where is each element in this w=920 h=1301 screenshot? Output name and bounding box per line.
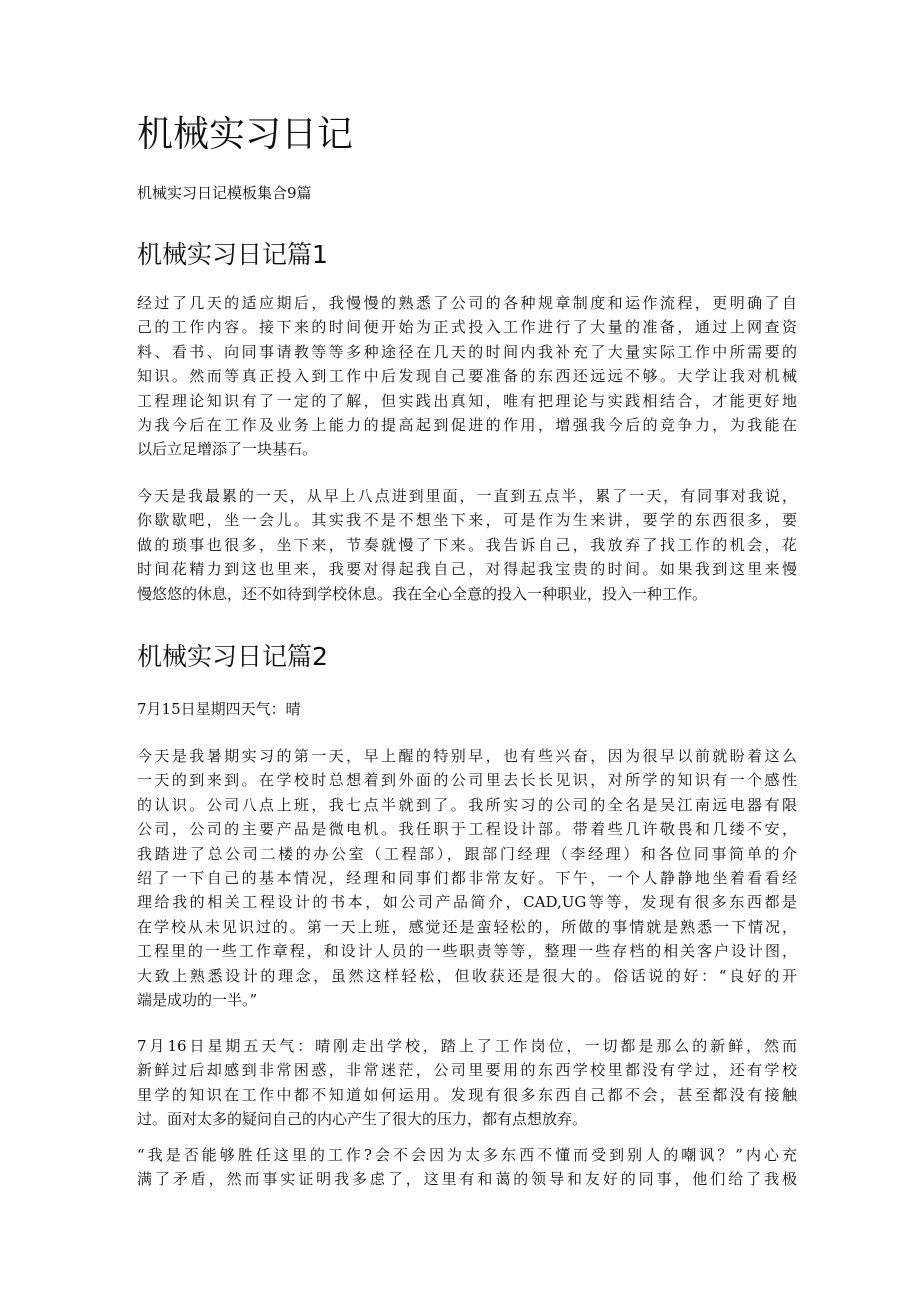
section-heading-1: 机械实习日记篇1 (137, 240, 328, 269)
text-line: 公司，公司的主要产品是微电机。我任职于工程设计部。带着些几许敬畏和几缕不安， (137, 820, 797, 839)
text-line: 里学的知识在工作中都不知道如何运用。发现有很多东西自己都不会，甚至都没有接触 (137, 1085, 797, 1104)
paragraph (137, 744, 797, 1012)
paragraph (137, 1143, 797, 1192)
text-line: 过。面对太多的疑问自己的内心产生了很大的压力，都有点想放弃。 (137, 1110, 588, 1129)
paragraph (137, 291, 797, 462)
paragraph (137, 1034, 797, 1132)
text-line: 为我今后在工作及业务上能力的提高起到促进的作用，增强我今后的竞争力，为我能在 (137, 416, 797, 435)
text-line: 理给我的相关工程设计的书本，如公司产品简介，CAD,UG等等，发现有很多东西都是 (137, 893, 797, 912)
text-line: 的认识。公司八点上班，我七点半就到了。我所实习的公司的全名是吴江南远电器有限 (137, 795, 797, 814)
text-line: 在学校从未见识过的。第一天上班，感觉还是蛮轻松的，所做的事情就是熟悉一下情况， (137, 917, 797, 936)
text-line: “我是否能够胜任这里的工作?会不会因为太多东西不懂而受到别人的嘲讽？”内心充 (137, 1146, 797, 1164)
text-line: 大致上熟悉设计的理念，虽然这样轻松，但收获还是很大的。俗话说的好：“良好的开 (137, 966, 797, 985)
text-line: 知识。然而等真正投入到工作中后发现自己要准备的东西还远远不够。大学让我对机械 (137, 367, 797, 386)
text-line: 工程理论知识有了一定的了解，但实践出真知，唯有把理论与实践相结合，才能更好地 (137, 391, 797, 410)
paragraph-date (137, 697, 797, 721)
text-line: 慢悠悠的休息，还不如待到学校休息。我在全心全意的投入一种职业，投入一种工作。 (137, 584, 708, 603)
text-line: 端是成功的一半。” (137, 991, 258, 1010)
document-title: 机械实习日记 (137, 114, 354, 155)
section-heading-2: 机械实习日记篇2 (137, 642, 328, 671)
text-line: 经过了几天的适应期后，我慢慢的熟悉了公司的各种规章制度和运作流程，更明确了自 (137, 294, 797, 312)
text-line: 7月16日星期五天气：晴刚走出学校，踏上了工作岗位，一切都是那么的新鲜，然而 (137, 1037, 797, 1055)
paragraph (137, 484, 797, 606)
text-line: 一天的到来到。在学校时总想着到外面的公司里去长长见识，对所学的知识有一个感性 (137, 771, 797, 790)
text-line: 以后立足增添了一块基石。 (137, 440, 318, 459)
text-line: 工程里的一些工作章程，和设计人员的一些职责等等，整理一些存档的相关客户设计图， (137, 942, 797, 961)
text-line: 满了矛盾，然而事实证明我多虑了，这里有和蔼的领导和友好的同事，他们给了我极 (137, 1170, 797, 1189)
text-line: 新鲜过后却感到非常困惑，非常迷茫，公司里要用的东西学校里都没有学过，还有学校 (137, 1061, 797, 1080)
text-line: 绍了一下自己的基本情况，经理和同事们都非常友好。下午，一个人静静地坐着看看经 (137, 869, 797, 888)
text-line: 今天是我暑期实习的第一天，早上醒的特别早，也有些兴奋，因为很早以前就盼着这么 (137, 747, 797, 765)
document-subtitle: 机械实习日记模板集合9篇 (137, 184, 312, 202)
text-line: 料、看书、向同事请教等等多种途径在几天的时间内我补充了大量实际工作中所需要的 (137, 342, 797, 361)
text-line: 做的琐事也很多，坐下来，节奏就慢了下来。我告诉自己，我放弃了找工作的机会，花 (137, 535, 797, 554)
text-line: 今天是我最累的一天，从早上八点进到里面，一直到五点半，累了一天，有同事对我说， (137, 487, 797, 505)
text-line: 你歇歇吧，坐一会儿。其实我不是不想坐下来，可是作为生来讲，要学的东西很多，要 (137, 511, 797, 530)
text-line: 我踏进了总公司二楼的办公室（工程部），跟部门经理（李经理）和各位同事简单的介 (137, 844, 797, 863)
text-line: 己的工作内容。接下来的时间便开始为正式投入工作进行了大量的准备，通过上网查资 (137, 318, 797, 337)
text-line: 时间花精力到这也里来，我要对得起我自己，对得起我宝贵的时间。如果我到这里来慢 (137, 560, 797, 579)
text-line: 7月15日星期四天气：晴 (137, 700, 301, 718)
